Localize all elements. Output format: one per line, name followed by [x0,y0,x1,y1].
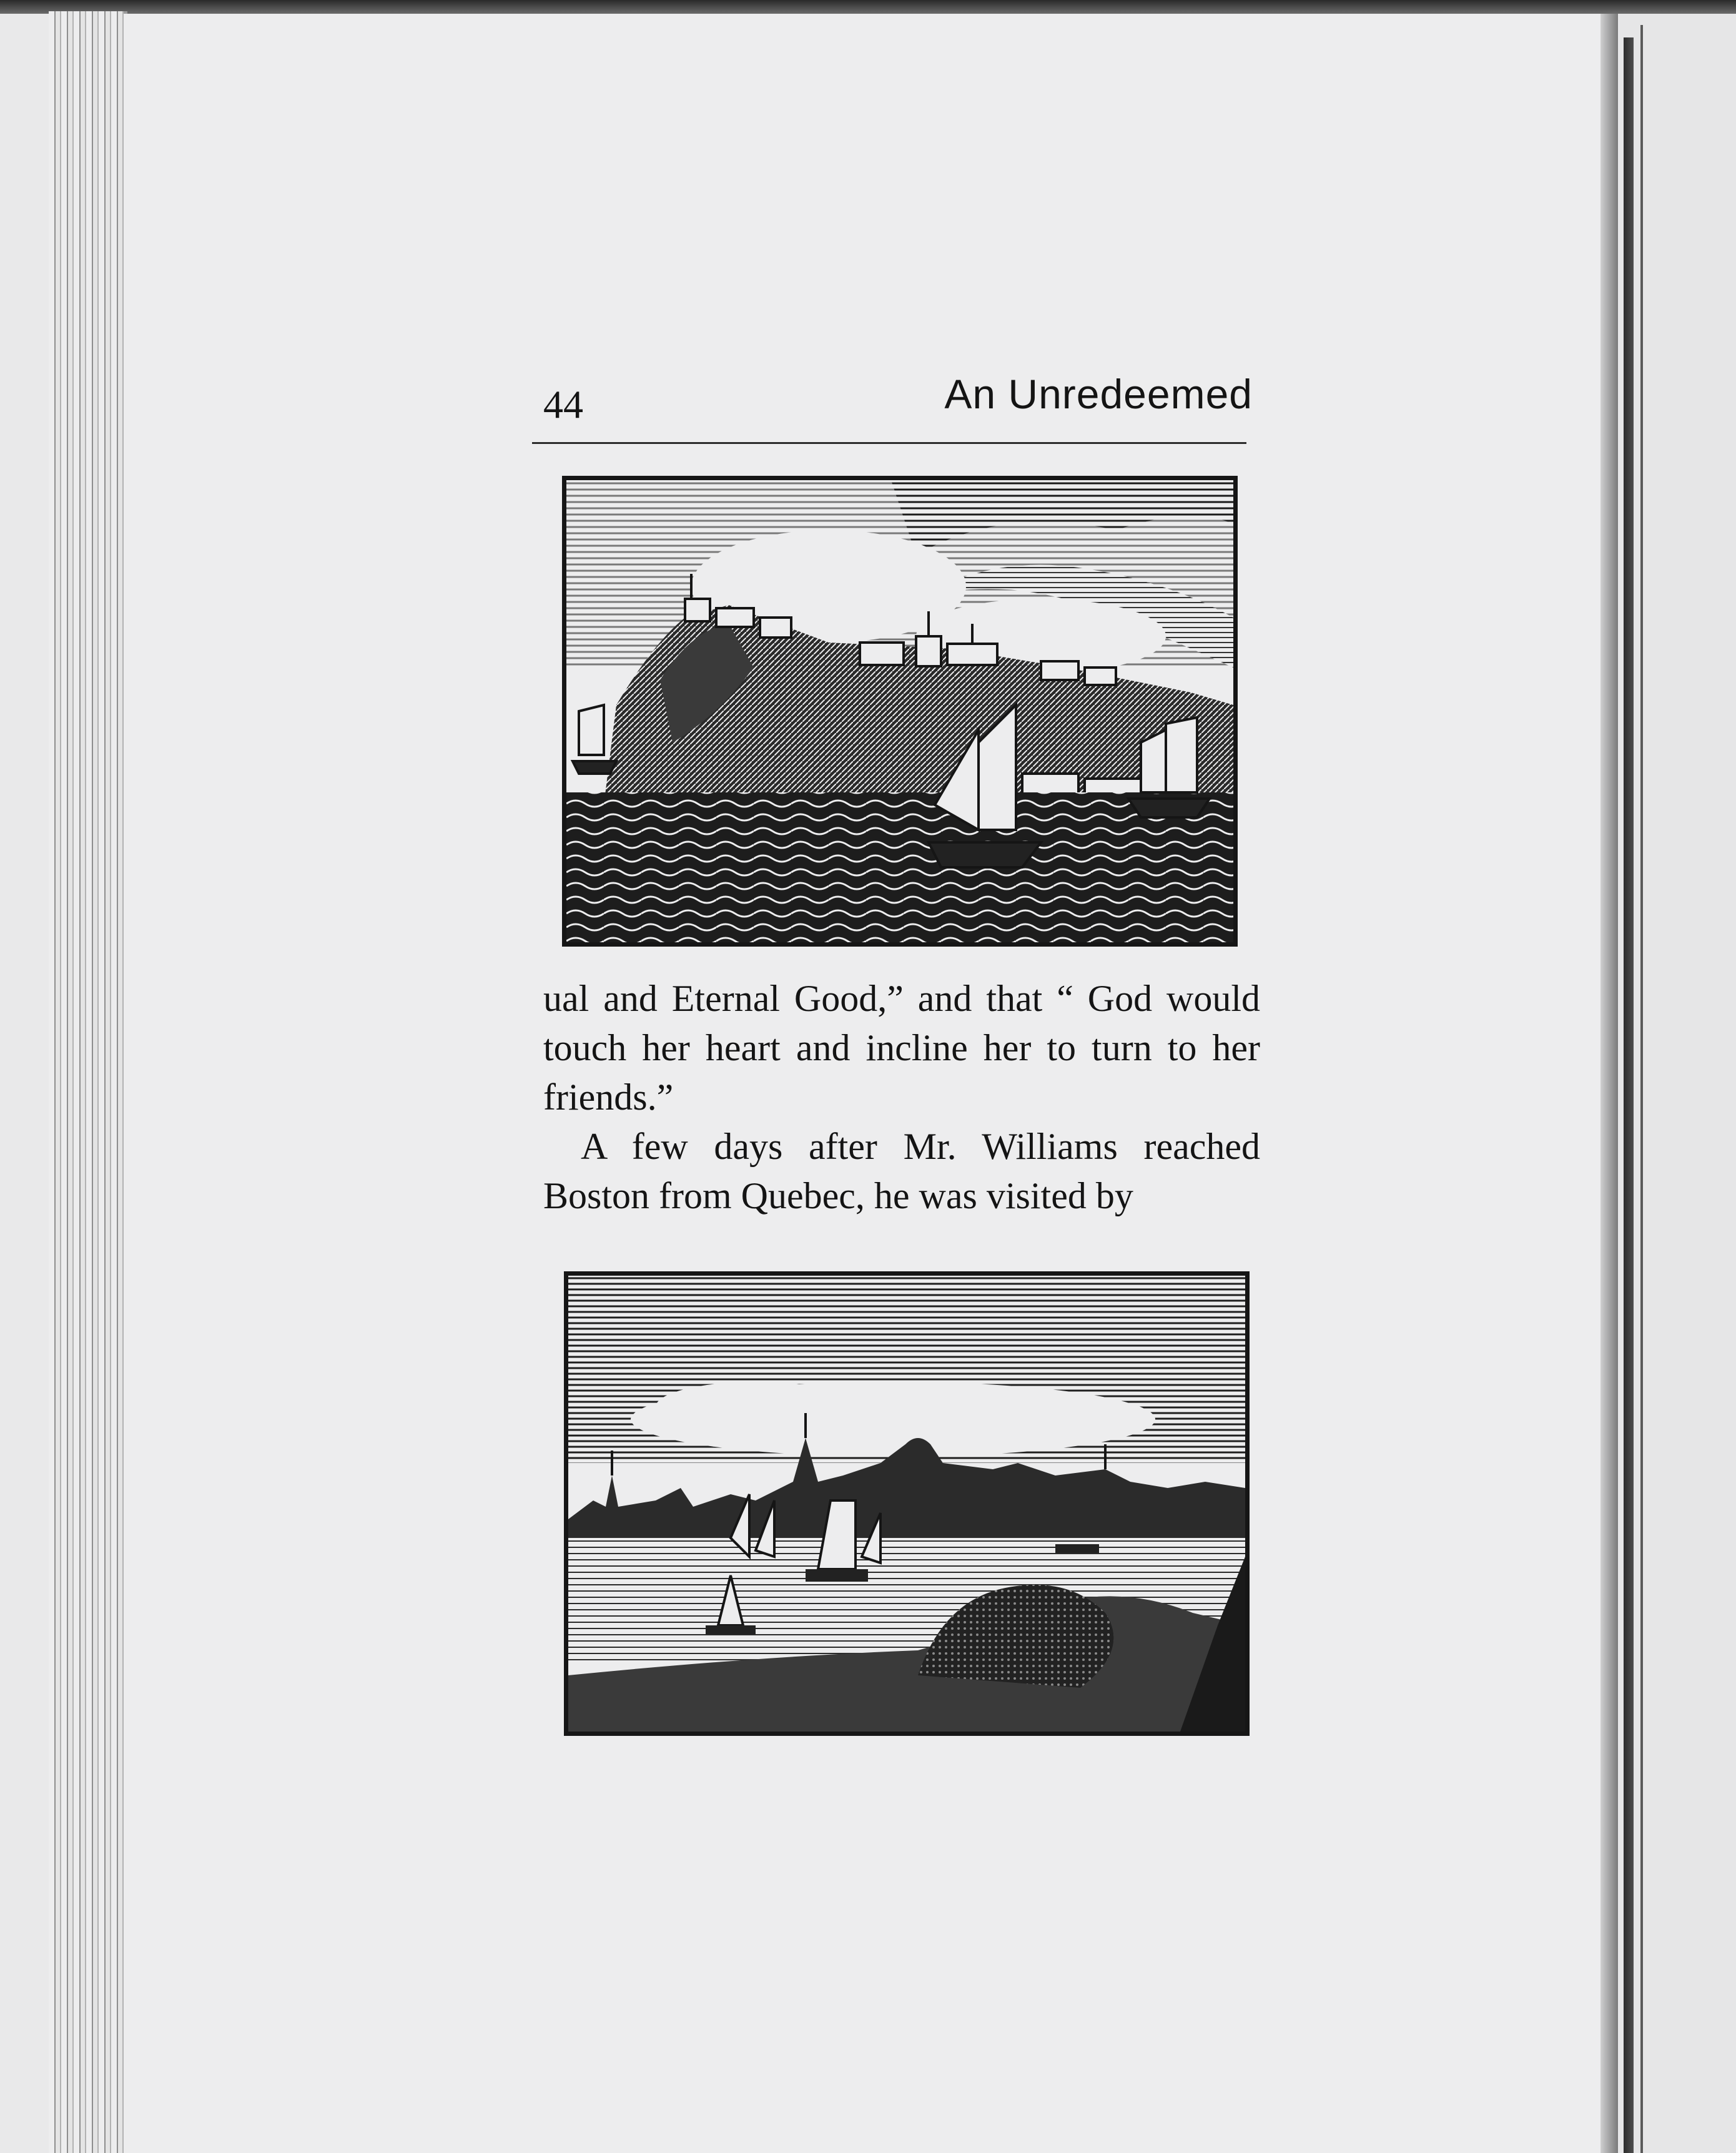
spine-shadow [1600,14,1618,2153]
scan-top-edge [0,0,1736,14]
running-head [543,373,1253,448]
book-page-edges [49,11,124,2153]
paragraph-2: A few days after Mr. Williams reached Boston from Quebec, he was visited by [543,1126,1260,1216]
boston-harbor-engraving [564,1271,1250,1736]
quebec-engraving [562,476,1238,947]
header-rule [532,442,1246,444]
binding-edge [1624,37,1634,2153]
paragraph-1: ual and Eternal Good,” and that “ God would touch her heart and incline her to turn to her friends.” [543,978,1260,1118]
running-title: An Unredeemed [944,371,1253,417]
page-number: 44 [543,382,583,426]
binding-edge-thin [1640,25,1643,2153]
right-binding [1618,14,1736,2153]
body-text [543,974,1260,1221]
quebec-engraving-art [566,480,1233,942]
boston-harbor-engraving-art [568,1276,1245,1732]
